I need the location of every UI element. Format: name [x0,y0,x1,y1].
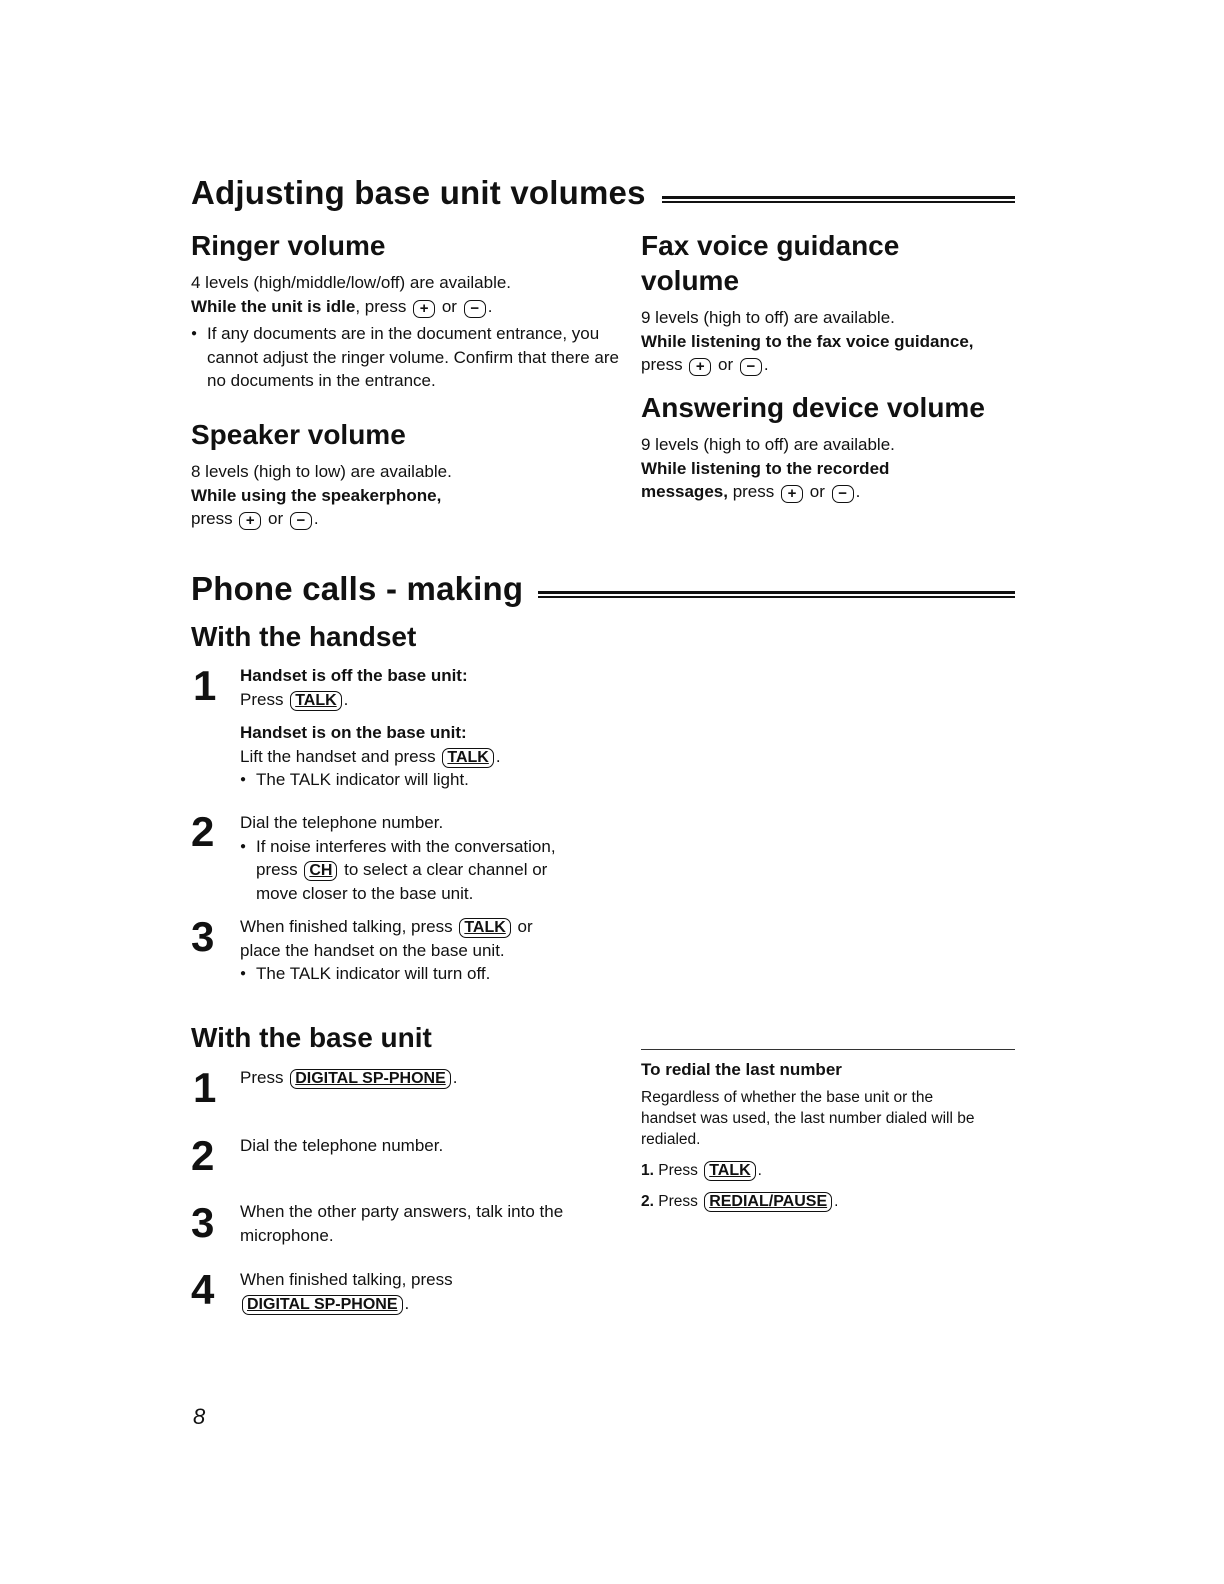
ringer-press-text: , press [355,296,407,316]
speaker-condition: While using the speakerphone, [191,485,442,505]
redial-step-number: 2. [641,1193,654,1210]
step-bullet [240,835,620,906]
redial-desc-line: redialed. [641,1131,701,1148]
step-text: When finished talking, press [240,1270,453,1289]
or-text: or [441,296,457,316]
step-number: 2 [191,808,215,855]
talk-key: TALK [459,918,510,938]
step-subheading: Handset is on the base unit: [240,723,467,742]
step-text: Dial the telephone number. [240,813,444,832]
plus-key: + [413,300,435,318]
talk-key: TALK [704,1161,755,1181]
redial-step-text: Press [658,1193,698,1210]
step-bullet: ● The TALK indicator will light. [240,768,620,792]
step-number: 2 [191,1132,215,1179]
step-text: Press [240,1068,284,1087]
redial-step-text: Press [658,1162,698,1179]
speaker-volume-title: Speaker volume [191,419,406,450]
redial-step-2: 2. Press REDIAL/PAUSE . [641,1193,839,1210]
handset-step-1: Handset is off the base unit: Press TALK . Handset is on the base unit: Lift the handset and press TALK . ● The TALK indicator will light. [240,664,620,792]
bullet-text: press [256,860,298,879]
fax-volume-title-line2: volume [641,265,740,296]
ringer-note: ● If any documents are in the document entrance, you cannot adjust the ringer volume. Confirm that there are no documents in the entrance. [191,322,627,393]
bullet-line: move closer to the base unit. [256,883,474,903]
bullet-text: to select a clear channel or [344,860,548,879]
answering-instruction: messages, press + or − . [641,482,861,502]
or-text: or [268,509,284,528]
fax-instruction: press + or − . [641,355,769,375]
step-subheading: Handset is off the base unit: [240,666,468,685]
step-text: microphone. [240,1225,334,1245]
fax-levels-text: 9 levels (high to off) are available. [641,308,895,327]
plus-key: + [239,512,261,530]
base-step-1: Press DIGITAL SP-PHONE . [240,1068,458,1087]
step-bullet: ● The TALK indicator will turn off. [240,962,620,986]
step-text: place the handset on the base unit. [240,940,505,960]
fax-condition: While listening to the fax voice guidance, [641,331,974,351]
speaker-press-text: press [191,509,233,528]
step-number: 4 [191,1266,215,1313]
redial-pause-key: REDIAL/PAUSE [704,1192,832,1212]
ringer-volume-block [191,228,621,393]
ringer-volume-title: Ringer volume [191,230,386,261]
redial-desc [641,1087,1021,1150]
step-number: 1 [193,1064,217,1111]
step-text: Lift the handset and press [240,746,436,766]
base-step-3 [240,1200,620,1247]
ringer-instruction: While the unit is idle, press + or − . [191,296,493,317]
step-number: 3 [191,913,215,960]
base-step-2: Dial the telephone number. [240,1136,444,1155]
minus-key: − [464,300,486,318]
speaker-levels-text: 8 levels (high to low) are available. [191,462,452,481]
section-title-adjusting-volumes: Adjusting base unit volumes [191,174,646,211]
redial-step-number: 1. [641,1162,654,1179]
or-text: or [718,355,734,374]
base-unit-subtitle: With the base unit [191,1022,432,1053]
step-text: When the other party answers, talk into the [240,1202,564,1221]
bullet-line: ● If noise interferes with the conversation, [256,836,556,856]
redial-desc-line: handset was used, the last number dialed will be [641,1110,975,1127]
redial-divider [641,1049,1015,1050]
digital-sp-phone-key: DIGITAL SP-PHONE [290,1069,451,1089]
base-step-4: When finished talking, press DIGITAL SP-PHONE . [240,1268,620,1315]
redial-title: To redial the last number [641,1060,842,1079]
minus-key: − [832,485,854,503]
plus-key: + [781,485,803,503]
answering-volume-title: Answering device volume [641,392,985,423]
heading-rule [538,591,1015,598]
fax-volume-title-line1: Fax voice guidance [641,230,900,261]
answering-levels-text: 9 levels (high to off) are available. [641,435,895,454]
answering-condition-line1: While listening to the recorded [641,458,890,478]
redial-block [641,1059,1021,1212]
redial-step-1: 1. Press TALK . [641,1162,762,1179]
answering-press-text: press [732,482,775,501]
step-text: or [517,917,533,936]
speaker-volume-block [191,417,621,531]
section-title-phone-calls: Phone calls - making [191,570,524,607]
speaker-instruction: press + or − . [191,509,319,529]
or-text: or [809,482,825,501]
handset-subtitle: With the handset [191,621,417,652]
step-text: When finished talking, press [240,917,453,936]
ringer-condition: While the unit is idle [191,296,356,316]
plus-key: + [689,358,711,376]
handset-step-3 [240,915,620,986]
ch-key: CH [304,861,337,881]
minus-key: − [740,358,762,376]
step-number: 3 [191,1199,215,1246]
page-number: 8 [193,1404,206,1429]
talk-key: TALK [442,748,493,768]
heading-rule [662,196,1015,203]
talk-key: TALK [290,691,341,711]
step-text: Press [240,689,284,709]
fax-volume-block [641,228,1021,377]
redial-desc-line: Regardless of whether the base unit or the [641,1089,934,1106]
minus-key: − [290,512,312,530]
step-number: 1 [193,662,217,709]
handset-step-2 [240,811,620,905]
fax-press-text: press [641,355,683,374]
answering-condition-line2: messages, [641,482,728,501]
ringer-levels-text: 4 levels (high/middle/low/off) are available. [191,273,512,292]
answering-volume-block [641,390,1021,504]
digital-sp-phone-key: DIGITAL SP-PHONE [242,1295,403,1315]
